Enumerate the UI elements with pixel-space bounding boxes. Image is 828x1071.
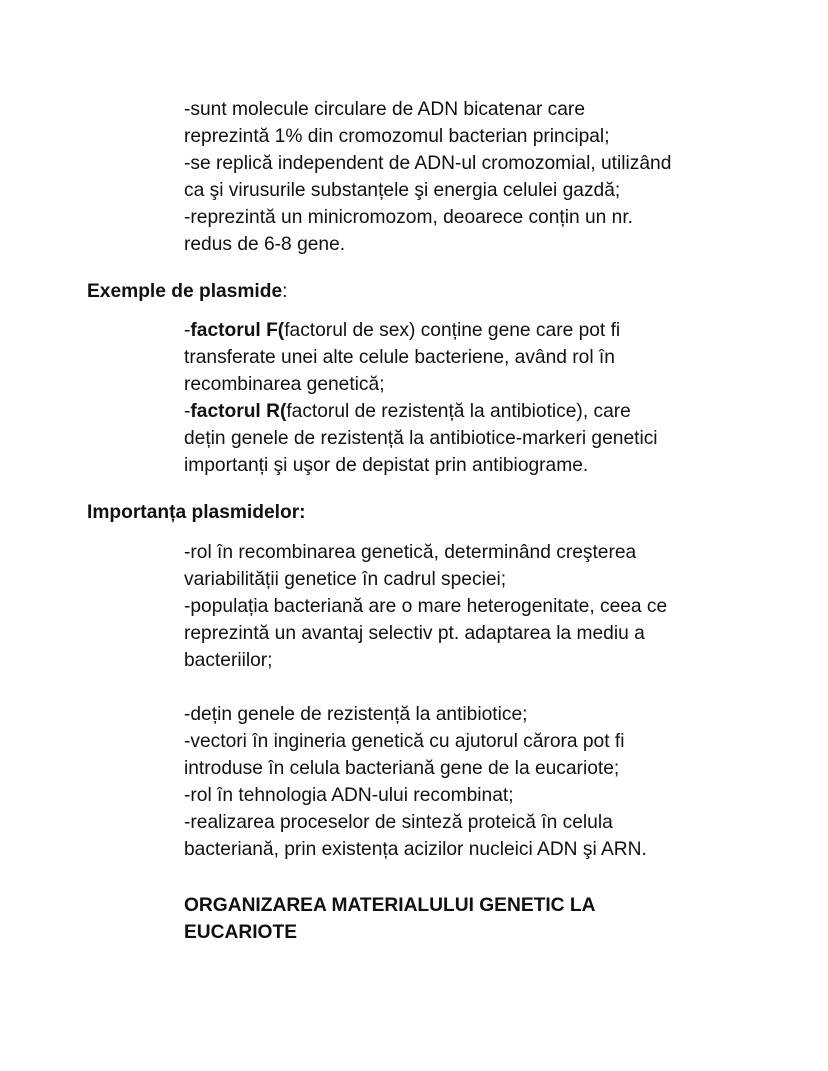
text-line: -vectori în ingineria genetică cu ajutorul cărora pot fi (184, 731, 625, 752)
text-line: -populația bacteriană are o mare heterogenitate, ceea ce (184, 596, 668, 617)
text-line: -rol în tehnologia ADN-ului recombinat; (184, 785, 514, 806)
bold-term: factorul F( (190, 320, 285, 341)
heading-text: Exemple de plasmide (87, 281, 283, 302)
text: factorul de sex) conține gene care pot fi (284, 320, 621, 341)
text-line: -realizarea proceselor de sinteză proteică în celula (184, 812, 613, 833)
text-line: bacteriilor; (184, 650, 273, 671)
bold-term: factorul R( (190, 401, 287, 422)
dash: - (184, 401, 191, 422)
heading-colon: : (282, 281, 288, 302)
text-line: reprezintă 1% din cromozomul bacterian principal; (184, 126, 610, 147)
text-line: bacteriană, prin existența acizilor nucleici ADN şi ARN. (184, 839, 647, 860)
chapter-heading-line: EUCARIOTE (184, 922, 297, 943)
text-line: introduse în celula bacteriană gene de la eucariote; (184, 758, 620, 779)
text-line: reprezintă un avantaj selectiv pt. adaptarea la mediu a (184, 623, 645, 644)
text-line: transferate unei alte celule bacteriene, având rol în (184, 347, 615, 368)
text-line: ca şi virusurile substanțele şi energia celulei gazdă; (184, 180, 621, 201)
text-line: -se replică independent de ADN-ul cromozomial, utilizând (184, 153, 672, 174)
text-line: redus de 6-8 gene. (184, 234, 346, 255)
text-line: recombinarea genetică; (184, 374, 385, 395)
dash: - (184, 320, 191, 341)
section-heading-examples (87, 281, 288, 303)
text-line: -reprezintă un minicromozom, deoarece conțin un nr. (184, 207, 633, 228)
text-line: dețin genele de rezistență la antibiotice-markeri genetici (184, 428, 658, 449)
text-line: -dețin genele de rezistență la antibiotice; (184, 704, 528, 725)
text-line: -rol în recombinarea genetică, determinând creşterea (184, 542, 637, 563)
section-heading-importance: Importanța plasmidelor: (87, 502, 306, 523)
text-line (184, 320, 620, 342)
text-line: importanți şi uşor de depistat prin antibiograme. (184, 455, 589, 476)
text: factorul de rezistență la antibiotice), care (286, 401, 631, 422)
chapter-heading-line: ORGANIZAREA MATERIALULUI GENETIC LA (184, 895, 596, 916)
text-line (184, 401, 631, 423)
text-line: -sunt molecule circulare de ADN bicatenar care (184, 99, 585, 120)
text-line: variabilității genetice în cadrul speciei; (184, 569, 507, 590)
